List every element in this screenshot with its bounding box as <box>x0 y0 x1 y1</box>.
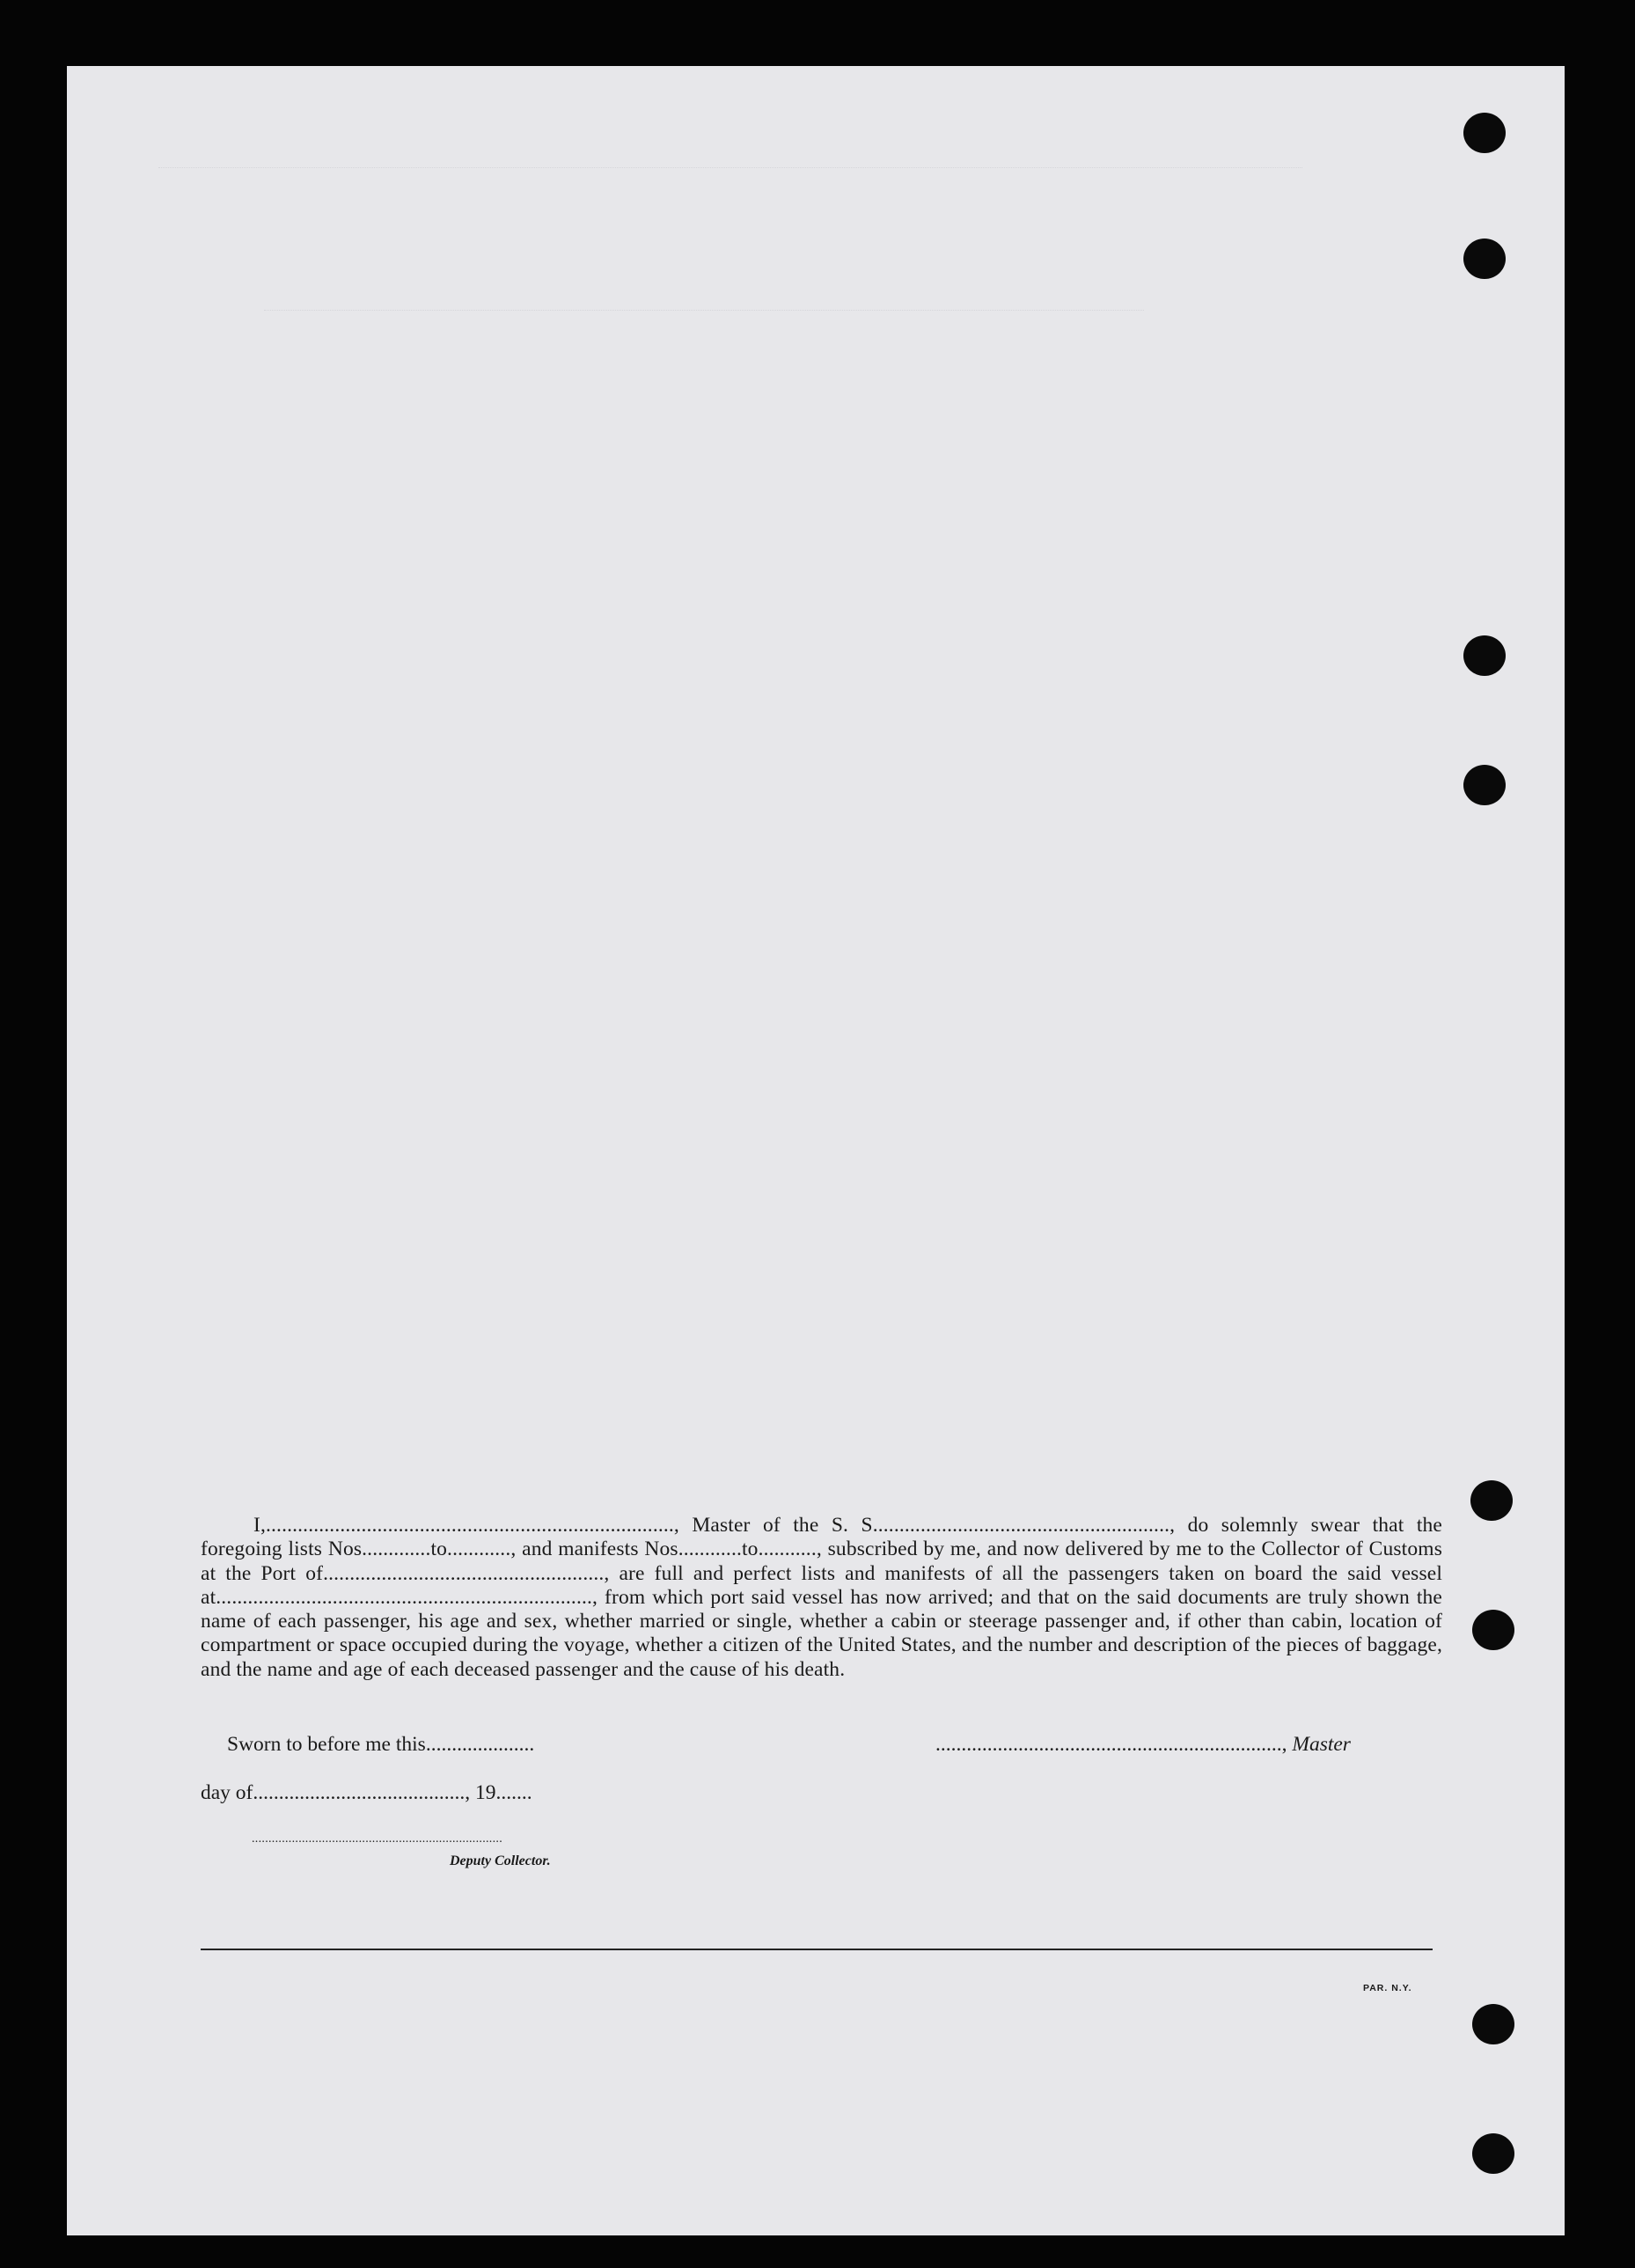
oath-text: I,............................................................................., Master of the S. S........................................................, do solemnly swear that the foregoing lists Nos.............to............, and manifests Nos............to..........., subscribed by me, and now delivered by me to the Collector of Customs at the Port of....................................................., are full and perfect lists and manifests of all the passengers taken on board the said vessel at......................................................................., from which port said vessel has now arrived; and that on the said documents are truly shown the name of each passenger, his age and sex, whether married or single, whether a cabin or steerage passenger and, if other than cabin, location of compartment or space occupied during the voyage, whether a citizen of the United States, and the number and description of the pieces of baggage, and the name and age of each deceased passenger and the cause of his death. <box>201 1514 1442 1681</box>
oath-paragraph <box>201 1514 1442 1682</box>
punch-hole <box>1472 2133 1514 2174</box>
bottom-rule <box>201 1949 1433 1950</box>
faint-header-line <box>264 310 1144 311</box>
punch-hole <box>1463 765 1506 805</box>
printer-imprint: PAR. N.Y. <box>1363 1983 1412 1993</box>
deputy-collector-label: Deputy Collector. <box>450 1853 551 1868</box>
punch-hole <box>1470 1480 1513 1521</box>
punch-hole <box>1463 239 1506 279</box>
day-line: day of........................................., 19....... <box>201 1781 532 1804</box>
sworn-line: Sworn to before me this..................... <box>227 1733 535 1756</box>
punch-hole <box>1472 2004 1514 2044</box>
punch-hole <box>1463 635 1506 676</box>
master-dots: ..................................................................., <box>935 1733 1287 1756</box>
punch-hole <box>1472 1610 1514 1650</box>
master-label: Master <box>1292 1733 1351 1756</box>
deputy-signature-dots: ........................................................................... <box>252 1832 502 1846</box>
faint-header-line <box>158 167 1302 168</box>
form-page <box>67 66 1565 2235</box>
master-signature-line <box>935 1733 1351 1757</box>
punch-hole <box>1463 113 1506 153</box>
